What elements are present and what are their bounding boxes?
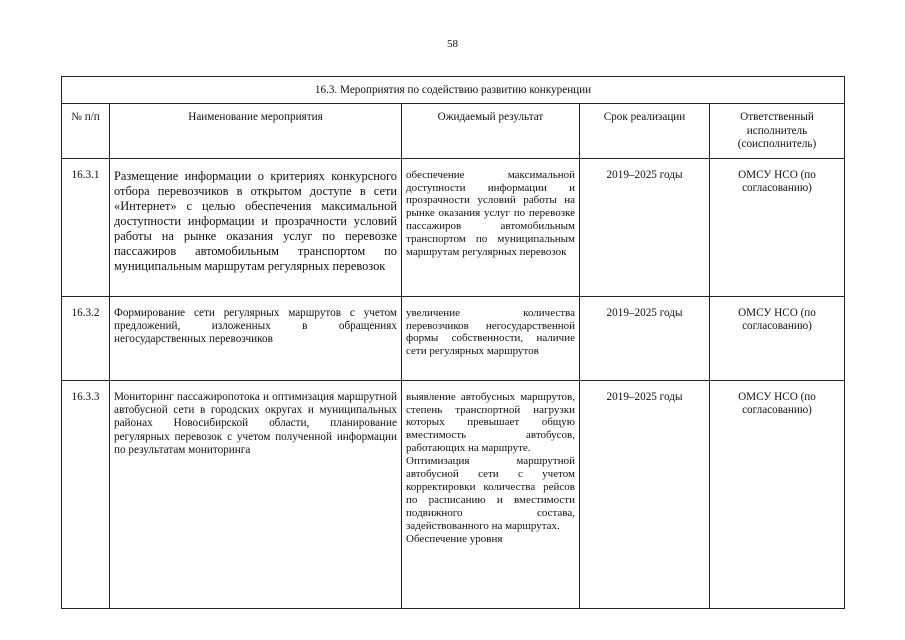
- header-name: Наименование мероприятия: [110, 104, 402, 158]
- row-responsible: ОМСУ НСО (по согласованию): [710, 158, 845, 296]
- table-row: [62, 296, 845, 380]
- row-num: 16.3.1: [62, 158, 110, 296]
- section-title-row: [62, 77, 845, 104]
- row-term: 2019–2025 годы: [580, 296, 710, 380]
- row-result: обеспечение максимальной доступности информации и прозрачности условий работы на рынке оказания услуг по перевозке пассажиров автомобильным транспортом по муниципальным маршрутам регулярных перевозок: [402, 158, 580, 296]
- row-name: Мониторинг пассажиропотока и оптимизация маршрутной автобусной сети в городских округах и муниципальных районах Новосибирской области, планирование регулярных перевозок с учетом полученной информации по результатам мониторинга: [110, 380, 402, 608]
- row-result-part: Обеспечение уровня: [406, 532, 503, 545]
- row-result-part: выявление автобусных маршрутов, степень транспортной нагрузки которых превышает общую вместимость автобусов, работающих на маршруте.: [406, 390, 575, 455]
- row-num: 16.3.2: [62, 296, 110, 380]
- table-row: [62, 158, 845, 296]
- row-num: 16.3.3: [62, 380, 110, 608]
- row-name: Формирование сети регулярных маршрутов с учетом предложений, изложенных в обращениях негосударственных перевозчиков: [110, 296, 402, 380]
- header-responsible: Ответственный исполнитель (соисполнитель): [710, 104, 845, 158]
- header-row: [62, 104, 845, 158]
- row-result: [402, 380, 580, 608]
- header-result: Ожидаемый результат: [402, 104, 580, 158]
- header-term: Срок реализации: [580, 104, 710, 158]
- table-row: [62, 380, 845, 608]
- row-term: 2019–2025 годы: [580, 158, 710, 296]
- row-result: увеличение количества перевозчиков негосударственной формы собственности, наличие сети регулярных маршрутов: [402, 296, 580, 380]
- row-name: Размещение информации о критериях конкурсного отбора перевозчиков в открытом доступе в сети «Интернет» с целью обеспечения максимальной доступности информации и прозрачности условий работы на рынке оказания услуг по перевозке пассажиров автомобильным транспортом по муниципальным маршрутам регулярных перевозок: [110, 158, 402, 296]
- row-responsible: ОМСУ НСО (по согласованию): [710, 380, 845, 608]
- row-result-part: Оптимизация маршрутной автобусной сети с учетом корректировки количества рейсов по расписанию и вместимости подвижного состава, задействованного на маршрутах.: [406, 455, 575, 532]
- section-title: 16.3. Мероприятия по содействию развитию конкуренции: [62, 77, 845, 104]
- row-term: 2019–2025 годы: [580, 380, 710, 608]
- row-responsible: ОМСУ НСО (по согласованию): [710, 296, 845, 380]
- header-num: № п/п: [62, 104, 110, 158]
- page-number: 58: [447, 38, 458, 50]
- measures-table: [61, 76, 845, 609]
